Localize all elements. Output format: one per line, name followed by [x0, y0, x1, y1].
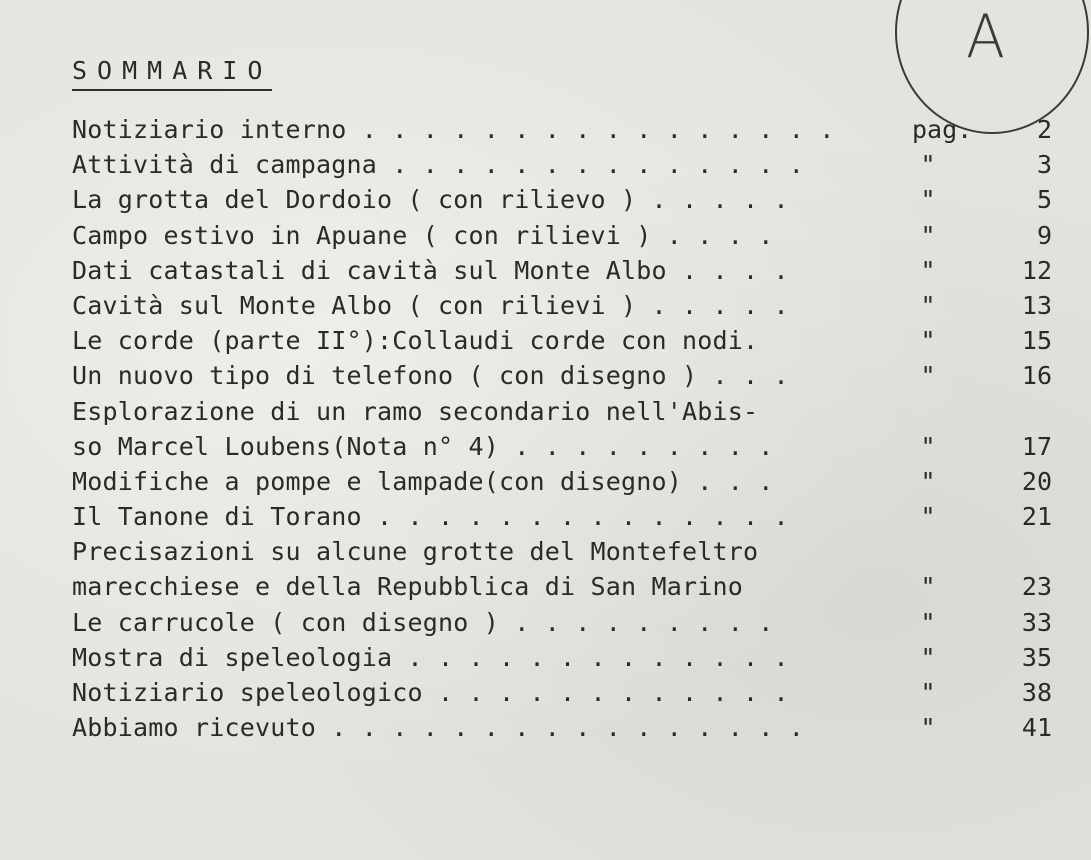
toc-page-number: 2: [1036, 115, 1052, 144]
toc-page-number: 9: [1036, 220, 1052, 250]
toc-entry-text: Esplorazione di un ramo secondario nell'Abis-: [72, 396, 759, 426]
toc-row: [72, 147, 1062, 182]
toc-page-number: 23: [1021, 572, 1052, 602]
toc-page-number: 15: [1021, 326, 1052, 356]
toc-row: [72, 288, 1062, 323]
toc-page-label: ": [920, 678, 936, 707]
toc-row: [72, 499, 1062, 534]
toc-row: [72, 429, 1062, 464]
toc-page-label: ": [920, 466, 936, 496]
toc-row: [72, 253, 1062, 288]
toc-entry-text: marecchiese e della Repubblica di San Marino: [72, 572, 744, 602]
toc-entry-text: Il Tanone di Torano . . . . . . . . . . . . . .: [72, 502, 789, 532]
toc-page-label: ": [920, 607, 936, 637]
toc-page-number: 12: [1021, 255, 1052, 285]
toc-entry-text: Modifiche a pompe e lampade(con disegno) . . .: [72, 466, 774, 496]
toc-entry-text: Abbiamo ricevuto . . . . . . . . . . . . . . . .: [72, 713, 805, 743]
toc-page-number: 35: [1021, 642, 1052, 672]
toc-row: [72, 605, 1062, 640]
toc-entry-text: Campo estivo in Apuane ( con rilievi ) . . . .: [72, 220, 774, 250]
toc-page-number: 16: [1021, 361, 1052, 391]
toc-entry-text: Attività di campagna . . . . . . . . . . . . . .: [72, 150, 805, 180]
toc-page-label: ": [920, 290, 936, 320]
toc-row: [72, 323, 1062, 358]
toc-page-label: ": [920, 220, 936, 250]
toc-page-label: ": [920, 326, 936, 356]
toc-page-label: ": [920, 642, 936, 672]
toc-entry-text: Le carrucole ( con disegno ) . . . . . . . . .: [72, 607, 774, 637]
toc-page-number: 41: [1021, 713, 1052, 743]
toc-row: [72, 569, 1062, 604]
toc-page-number: 33: [1021, 607, 1052, 637]
toc-page-number: 13: [1021, 290, 1052, 320]
toc-row: [72, 534, 1062, 569]
toc-row: [72, 112, 1062, 147]
toc-page-label: ": [920, 713, 936, 743]
toc-entry-text: Dati catastali di cavità sul Monte Albo . . . .: [72, 255, 789, 285]
toc-row: [72, 710, 1062, 745]
toc-page-label: ": [920, 185, 936, 215]
toc-page-number: 20: [1021, 466, 1052, 496]
toc-row: [72, 675, 1062, 710]
toc-entry-text: Notiziario interno . . . . . . . . . . . . . . . .: [72, 115, 835, 144]
toc-row: [72, 464, 1062, 499]
table-of-contents: [72, 112, 1062, 745]
page-title: SOMMARIO: [72, 56, 272, 91]
toc-page-label: pag.: [912, 115, 973, 144]
toc-row: [72, 182, 1062, 217]
toc-row: [72, 218, 1062, 253]
corner-mark-letter: A: [966, 2, 1006, 72]
toc-page-label: ": [920, 502, 936, 532]
toc-page-number: 5: [1036, 185, 1052, 215]
toc-entry-text: La grotta del Dordoio ( con rilievo ) . . . . .: [72, 185, 789, 215]
toc-row: [72, 640, 1062, 675]
toc-entry-text: Cavità sul Monte Albo ( con rilievi ) . . . . .: [72, 290, 789, 320]
toc-entry-text: so Marcel Loubens(Nota n° 4) . . . . . . . . .: [72, 431, 774, 461]
toc-entry-text: Mostra di speleologia . . . . . . . . . . . . .: [72, 642, 789, 672]
toc-row: [72, 394, 1062, 429]
toc-entry-text: Un nuovo tipo di telefono ( con disegno ) . . .: [72, 361, 789, 391]
toc-page-label: ": [920, 572, 936, 602]
toc-page-label: ": [920, 150, 936, 180]
toc-page-number: 17: [1021, 431, 1052, 461]
toc-page-number: 38: [1021, 678, 1052, 707]
toc-entry-text: Notiziario speleologico . . . . . . . . . . . .: [72, 678, 789, 707]
toc-entry-text: Precisazioni su alcune grotte del Montefeltro: [72, 537, 759, 567]
toc-page-label: ": [920, 361, 936, 391]
toc-page-number: 3: [1036, 150, 1052, 180]
toc-entry-text: Le corde (parte II°):Collaudi corde con nodi.: [72, 326, 759, 356]
toc-page-number: 21: [1021, 502, 1052, 532]
toc-page-label: ": [920, 431, 936, 461]
toc-page-label: ": [920, 255, 936, 285]
toc-row: [72, 358, 1062, 393]
